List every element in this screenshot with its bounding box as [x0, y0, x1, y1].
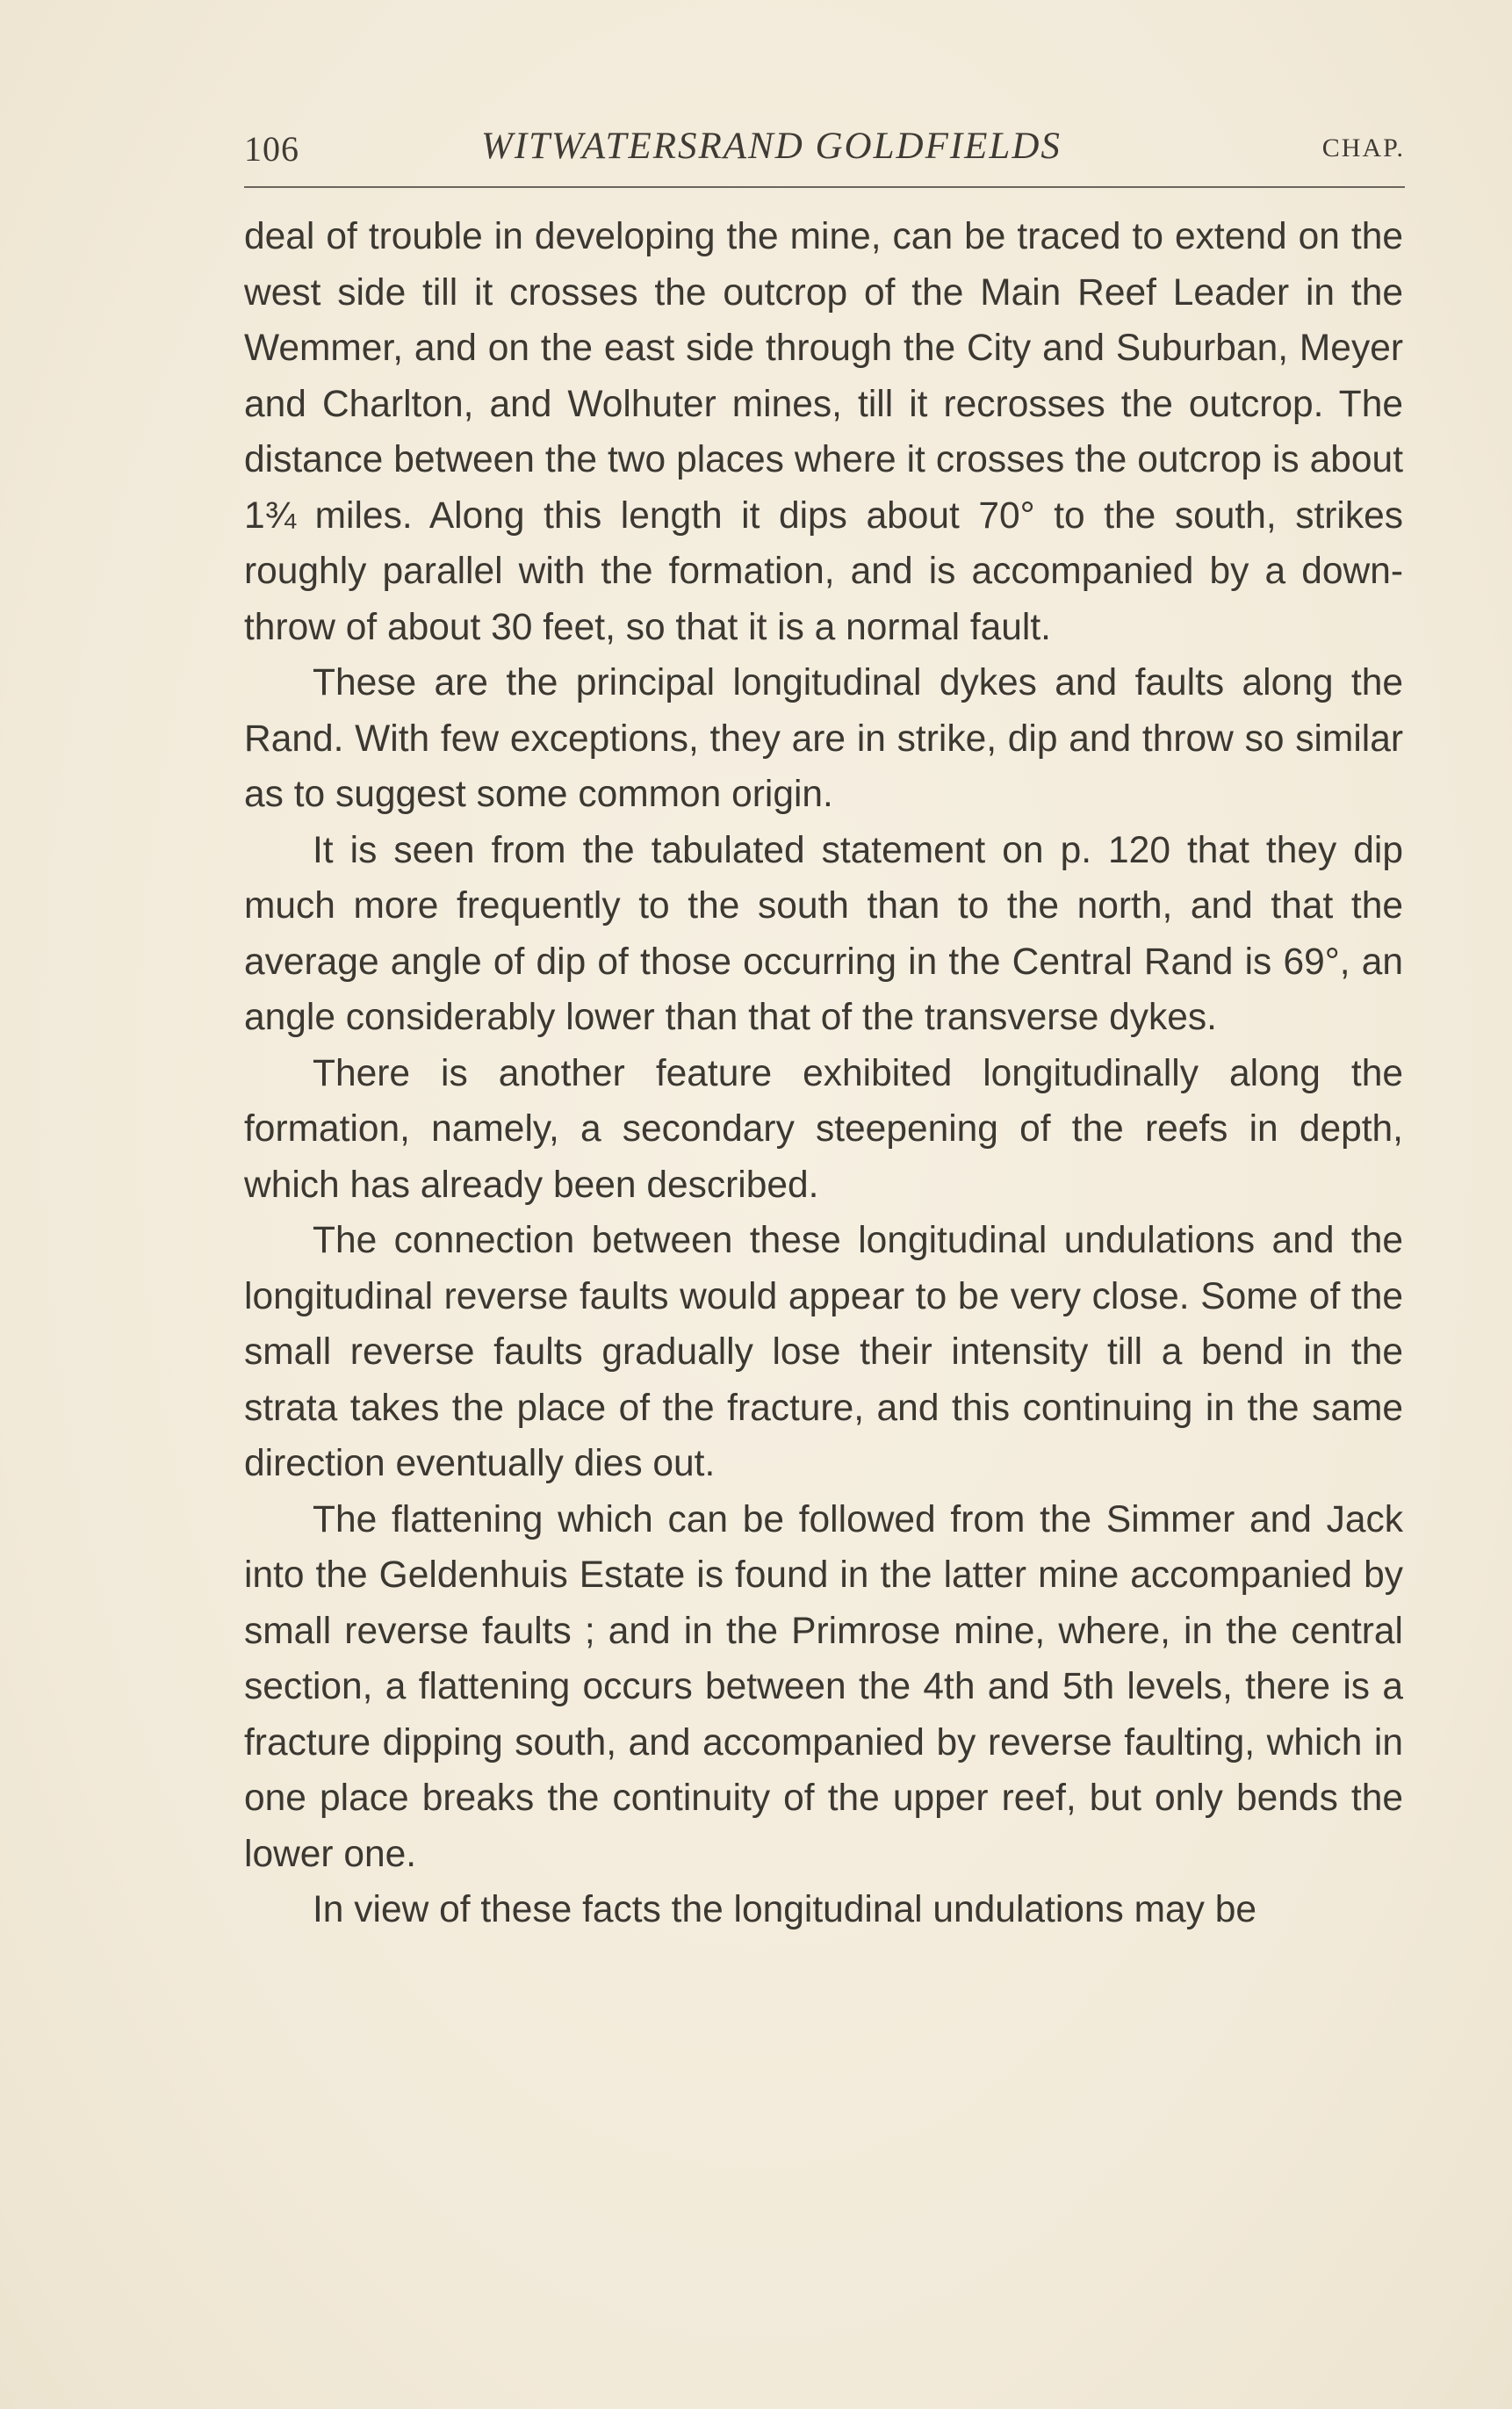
paragraph: These are the principal longitudinal dykes and faults along the Rand. With few exceptions, they are in strike, dip and throw so similar as to suggest some common origin. [244, 662, 1403, 815]
running-title: WITWATERSRAND GOLDFIELDS [481, 126, 1062, 167]
header-rule [244, 186, 1405, 188]
paragraph: There is another feature exhibited longitudinally along the formation, namely, a secondary steepening of the reefs in depth, which has already been described. [244, 1052, 1403, 1206]
page-number: 106 [244, 129, 299, 169]
paragraph: In view of these facts the longitudinal undulations may be [313, 1889, 1256, 1930]
paragraph: It is seen from the tabulated statement on p. 120 that they dip much more frequently to the south than to the north, and that the average angle of dip of those occurring in the Central Rand is 69°, an angle considerably lower than that of the transverse dykes. [244, 829, 1403, 1038]
page-header [244, 121, 1405, 174]
body-text [244, 209, 1403, 1938]
chapter-label: CHAP. [1321, 133, 1405, 162]
paragraph: The connection between these longitudinal undulations and the longitudinal reverse faults would appear to be very close. Some of the small reverse faults gradually lose their intensity till a bend in the strata takes the place of the fracture, and this continuing in the same direction eventually dies out. [244, 1220, 1403, 1484]
paragraph-continued: deal of trouble in developing the mine, can be traced to extend on the west side till it crosses the outcrop of the Main Reef Leader in the Wemmer, and on the east side through the City and Suburban, Meyer and Charlton, and Wolhuter mines, till it recrosses the outcrop. The distance between the two places where it crosses the outcrop is about 1¾ miles. Along this length it dips about 70° to the south, strikes roughly parallel with the formation, and is accompanied by a downthrow of about 30 feet, so that it is a normal fault. [244, 216, 1403, 648]
paragraph: The flattening which can be followed from the Simmer and Jack into the Geldenhuis Estate is found in the latter mine accompanied by small reverse faults ; and in the Primrose mine, where, in the central section, a flattening occurs between the 4th and 5th levels, there is a fracture dipping south, and accompanied by reverse faulting, which in one place breaks the continuity of the upper reef, but only bends the lower one. [244, 1498, 1403, 1875]
